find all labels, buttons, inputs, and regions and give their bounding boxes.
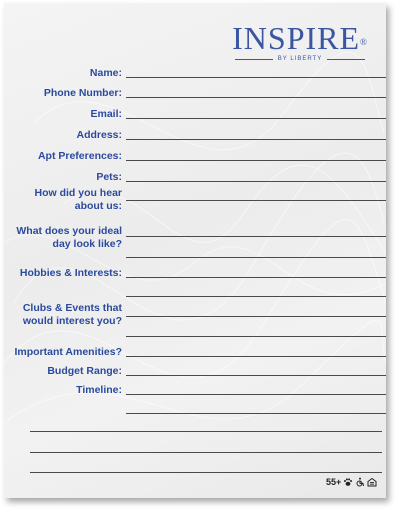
ideal-day-label-line1: What does your ideal — [16, 225, 122, 237]
name-label: Name: — [89, 67, 122, 79]
hobbies-label: Hobbies & Interests: — [19, 267, 122, 279]
referral-label-line2: about us: — [74, 200, 122, 212]
address-label: Address: — [76, 129, 122, 141]
amenities-label: Important Amenities? — [14, 346, 122, 358]
brand-tagline: BY LIBERTY — [277, 56, 323, 62]
apt-preferences-label: Apt Preferences: — [37, 150, 122, 162]
address-field[interactable] — [126, 139, 386, 140]
paw-icon — [343, 477, 353, 487]
registered-mark: ® — [360, 37, 368, 47]
brand-logo — [226, 21, 374, 62]
clubs-events-label-line2: would interest you? — [22, 315, 122, 327]
footer-badges — [326, 477, 377, 487]
clubs-events-field-1[interactable] — [126, 296, 386, 297]
timeline-label: Timeline: — [76, 384, 122, 396]
budget-label: Budget Range: — [47, 365, 122, 377]
name-field[interactable] — [126, 77, 386, 78]
timeline-field-1[interactable] — [126, 394, 386, 395]
brand-rule-left — [235, 59, 273, 60]
brand-rule-right — [327, 59, 365, 60]
notes-line-2[interactable] — [30, 452, 382, 453]
apt-preferences-field[interactable] — [126, 160, 386, 161]
ideal-day-label — [4, 225, 122, 251]
age-55-plus-label: 55+ — [326, 477, 342, 487]
referral-field[interactable] — [126, 200, 386, 201]
notes-line-3[interactable] — [30, 472, 382, 473]
equal-housing-icon — [367, 477, 377, 487]
email-label: Email: — [90, 108, 122, 120]
clubs-events-label — [4, 302, 122, 328]
notes-line-1[interactable] — [30, 431, 382, 432]
referral-label — [4, 187, 122, 213]
pets-field[interactable] — [126, 181, 386, 182]
form-sheet — [4, 3, 386, 498]
accessible-icon — [355, 477, 365, 487]
amenities-field[interactable] — [126, 356, 386, 357]
clubs-events-field-3[interactable] — [126, 336, 386, 337]
referral-label-line1: How did you hear — [34, 187, 122, 199]
ideal-day-label-line2: day look like? — [52, 238, 122, 250]
clubs-events-field-2[interactable] — [126, 316, 386, 317]
timeline-field-2[interactable] — [126, 413, 386, 414]
phone-label: Phone Number: — [43, 87, 122, 99]
email-field[interactable] — [126, 118, 386, 119]
phone-field[interactable] — [126, 97, 386, 98]
brand-name: INSPIRE — [232, 20, 361, 56]
pets-label: Pets: — [96, 171, 122, 183]
clubs-events-label-line1: Clubs & Events that — [22, 302, 122, 314]
budget-field[interactable] — [126, 375, 386, 376]
ideal-day-field-1[interactable] — [126, 236, 386, 237]
ideal-day-field-2[interactable] — [126, 257, 386, 258]
hobbies-field[interactable] — [126, 277, 386, 278]
